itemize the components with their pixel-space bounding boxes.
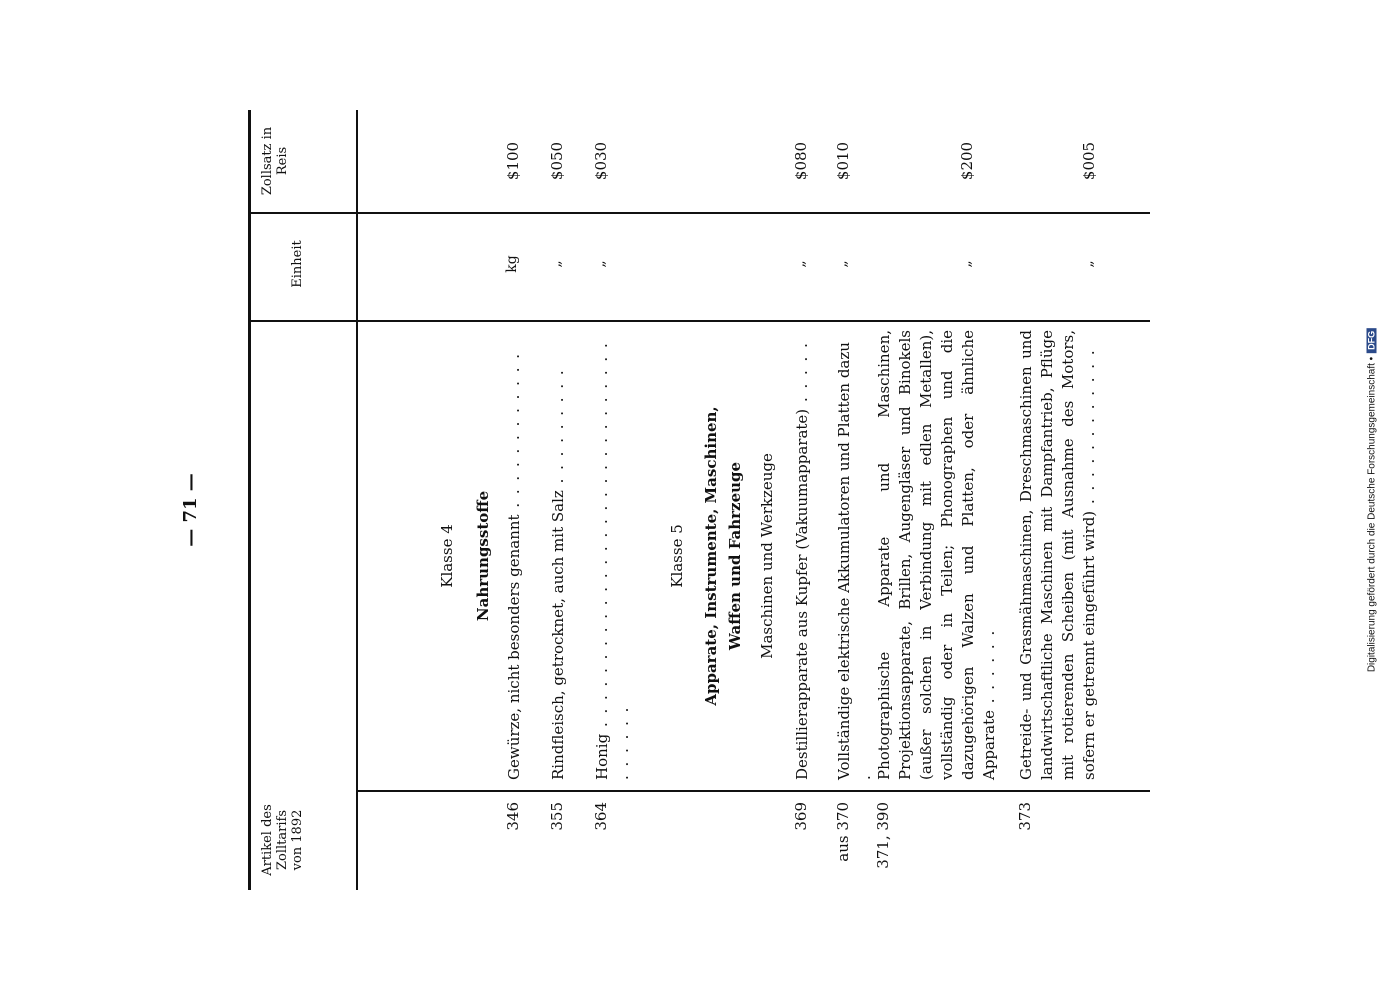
row-369-rate: $080 [792,141,810,181]
rotated-tariff-page [180,110,1150,890]
row-369-article: 369 [792,802,810,831]
row-346-unit: kg [504,255,520,273]
row-355-description: Rindfleisch, getrocknet, auch mit Salz . . . . . . . . . [549,368,567,780]
col-rule-desc [248,320,1150,322]
row-346-description: Gewürze, nicht besonders genannt . . . . . . . . . . . . [505,351,523,780]
header-article: Artikel des Zolltarifs von 1892 [260,804,305,876]
row-373-article: 373 [1016,802,1034,831]
row-364-unit: „ [592,260,608,268]
klasse5-subtitle-line2: Waffen und Fahrzeuge [726,461,744,651]
credit-text: Digitalisierung gefördert durch die Deutsche Forschungsgemeinschaft • [1366,356,1378,673]
digitization-credit [1367,328,1378,672]
page-number: — 71 — [180,473,201,547]
top-rule [248,110,251,890]
header-rule [356,110,358,890]
header-unit: Einheit [290,240,305,288]
row-346-rate: $100 [504,141,522,181]
row-373-unit: „ [1080,260,1096,268]
row-369-description: Destillierapparate aus Kupfer (Vakuumapparate) . . . . . [793,341,811,780]
row-371-unit: „ [958,260,974,268]
row-370-article: aus 370 [834,802,852,862]
row-371-article: 371, 390 [874,802,892,869]
klasse5-subtitle-line1: Apparate, Instrumente, Maschinen, [702,406,720,706]
row-370-description: Vollständige elektrische Akkumulatoren und Platten dazu . [835,342,874,780]
row-371-description: Photographische Apparate und Maschinen, Projektionsapparate, Brillen, Augengläser und Binokels (außer solchen in Verbindung mit edlen Metallen), vollständig oder in Teilen; Phonographen und die dazugehörigen Walzen und Platten, oder ähnliche Apparate . . . . . . [875,330,998,780]
col-rule-unit [248,212,1150,214]
col-rule-article [356,790,1150,792]
row-355-article: 355 [548,802,566,831]
row-371-rate: $200 [958,141,976,181]
row-373-description: Getreide- und Grasmähmaschinen, Dreschmaschinen und landwirtschaftliche Maschinen mit Dampfantrieb, Pflüge mit rotierenden Scheiben (mit Ausnahme des Motors, sofern er getrennt eingeführt wird) . . . . . . . . . . . . [1017,330,1098,780]
klasse4-subtitle: Nahrungsstoffe [474,490,492,622]
row-369-unit: „ [792,260,808,268]
header-rate: Zollsatz in Reis [260,126,290,196]
klasse5-title: Klasse 5 [668,524,686,588]
row-346-article: 346 [504,802,522,831]
klasse4-title: Klasse 4 [438,524,456,588]
row-355-rate: $050 [548,141,566,181]
dfg-badge: DFG [1367,328,1377,353]
row-370-unit: „ [834,260,850,268]
row-355-unit: „ [548,260,564,268]
klasse5-subheading: Maschinen und Werkzeuge [758,453,776,659]
row-364-article: 364 [592,802,610,831]
row-373-rate: $005 [1080,141,1098,181]
row-370-rate: $010 [834,141,852,181]
row-364-rate: $030 [592,141,610,181]
row-364-description: Honig . . . . . . . . . . . . . . . . . . . . . . . . . . . . . . . . . . . [593,341,632,780]
